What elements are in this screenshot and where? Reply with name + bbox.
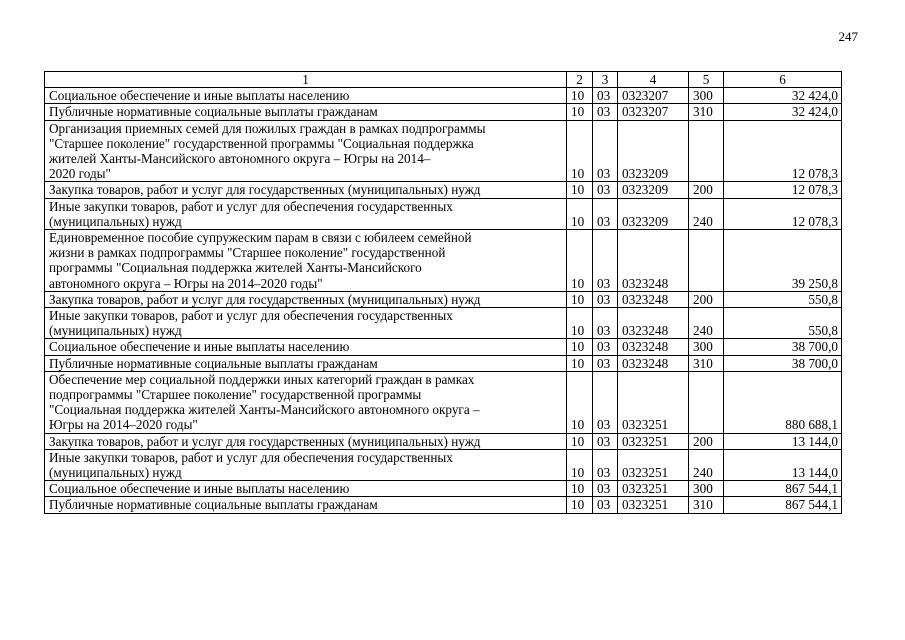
table-row (45, 230, 842, 292)
expense-type-code: 300 (689, 88, 724, 104)
table-row (45, 291, 842, 307)
row-name: Обеспечение мер социальной поддержки иных категорий граждан в рамках подпрограммы "Старшее поколение" государственной программы "Социальная поддержка жителей Ханты-Мансийского автономного округа – Югры на 2014–2020 годы" (45, 371, 567, 433)
target-article-code: 0323209 (618, 198, 689, 229)
table-row (45, 433, 842, 449)
target-article-code: 0323248 (618, 291, 689, 307)
amount: 12 078,3 (724, 198, 842, 229)
target-article-code: 0323209 (618, 120, 689, 182)
amount: 32 424,0 (724, 104, 842, 120)
row-name: Иные закупки товаров, работ и услуг для обеспечения государственных (муниципальных) нужд (45, 198, 567, 229)
table-row (45, 120, 842, 182)
table-row (45, 449, 842, 480)
table-row (45, 308, 842, 339)
table-row (45, 182, 842, 198)
table-row (45, 497, 842, 513)
subsection-code: 03 (593, 88, 618, 104)
row-name: Социальное обеспечение и иные выплаты населению (45, 339, 567, 355)
target-article-code: 0323248 (618, 230, 689, 292)
row-name: Социальное обеспечение и иные выплаты населению (45, 88, 567, 104)
table-row (45, 88, 842, 104)
table-body (45, 88, 842, 513)
row-name: Закупка товаров, работ и услуг для государственных (муниципальных) нужд (45, 291, 567, 307)
target-article-code: 0323251 (618, 371, 689, 433)
table-row (45, 355, 842, 371)
row-name: Организация приемных семей для пожилых граждан в рамках подпрограммы "Старшее поколение" государственной программы "Социальная поддержка жителей Ханты-Мансийского автономного округа – Югры на 2014– 2020 годы" (45, 120, 567, 182)
target-article-code: 0323251 (618, 449, 689, 480)
expense-type-code: 300 (689, 339, 724, 355)
column-number-header-row (45, 72, 842, 88)
section-code: 10 (567, 449, 593, 480)
column-header-subsection: 3 (593, 72, 618, 88)
section-code: 10 (567, 198, 593, 229)
expense-type-code: 310 (689, 355, 724, 371)
row-name: Закупка товаров, работ и услуг для государственных (муниципальных) нужд (45, 182, 567, 198)
target-article-code: 0323248 (618, 308, 689, 339)
expense-type-code (689, 371, 724, 433)
row-name: Иные закупки товаров, работ и услуг для обеспечения государственных (муниципальных) нужд (45, 449, 567, 480)
section-code: 10 (567, 339, 593, 355)
section-code: 10 (567, 481, 593, 497)
expense-type-code: 240 (689, 198, 724, 229)
table-row (45, 481, 842, 497)
target-article-code: 0323251 (618, 433, 689, 449)
section-code: 10 (567, 120, 593, 182)
amount: 32 424,0 (724, 88, 842, 104)
amount: 550,8 (724, 291, 842, 307)
expense-type-code: 200 (689, 182, 724, 198)
section-code: 10 (567, 497, 593, 513)
section-code: 10 (567, 371, 593, 433)
subsection-code: 03 (593, 355, 618, 371)
section-code: 10 (567, 88, 593, 104)
column-header-section: 2 (567, 72, 593, 88)
section-code: 10 (567, 182, 593, 198)
target-article-code: 0323248 (618, 339, 689, 355)
amount: 13 144,0 (724, 433, 842, 449)
subsection-code: 03 (593, 104, 618, 120)
row-name: Публичные нормативные социальные выплаты гражданам (45, 104, 567, 120)
section-code: 10 (567, 308, 593, 339)
table-row (45, 104, 842, 120)
target-article-code: 0323207 (618, 88, 689, 104)
amount: 867 544,1 (724, 481, 842, 497)
budget-table (44, 71, 842, 514)
amount: 880 688,1 (724, 371, 842, 433)
section-code: 10 (567, 291, 593, 307)
table-row (45, 198, 842, 229)
subsection-code: 03 (593, 120, 618, 182)
expense-type-code: 200 (689, 433, 724, 449)
column-header-expense-type: 5 (689, 72, 724, 88)
row-name: Иные закупки товаров, работ и услуг для обеспечения государственных (муниципальных) нужд (45, 308, 567, 339)
amount: 38 700,0 (724, 355, 842, 371)
subsection-code: 03 (593, 433, 618, 449)
row-name: Единовременное пособие супружеским парам в связи с юбилеем семейной жизни в рамках подпрограммы "Старшее поколение" государственной программы "Социальная поддержка жителей Ханты-Мансийского автономного округа – Югры на 2014–2020 годы" (45, 230, 567, 292)
subsection-code: 03 (593, 182, 618, 198)
subsection-code: 03 (593, 308, 618, 339)
page-number: 247 (838, 29, 858, 44)
row-name: Публичные нормативные социальные выплаты гражданам (45, 355, 567, 371)
expense-type-code (689, 230, 724, 292)
subsection-code: 03 (593, 371, 618, 433)
target-article-code: 0323251 (618, 481, 689, 497)
subsection-code: 03 (593, 291, 618, 307)
row-name: Закупка товаров, работ и услуг для государственных (муниципальных) нужд (45, 433, 567, 449)
target-article-code: 0323207 (618, 104, 689, 120)
subsection-code: 03 (593, 449, 618, 480)
amount: 13 144,0 (724, 449, 842, 480)
row-name: Социальное обеспечение и иные выплаты населению (45, 481, 567, 497)
column-header-target-article: 4 (618, 72, 689, 88)
amount: 12 078,3 (724, 182, 842, 198)
section-code: 10 (567, 230, 593, 292)
expense-type-code: 240 (689, 308, 724, 339)
column-header-name: 1 (45, 72, 567, 88)
table-row (45, 339, 842, 355)
expense-type-code (689, 120, 724, 182)
subsection-code: 03 (593, 230, 618, 292)
section-code: 10 (567, 104, 593, 120)
subsection-code: 03 (593, 497, 618, 513)
amount: 550,8 (724, 308, 842, 339)
amount: 39 250,8 (724, 230, 842, 292)
expense-type-code: 300 (689, 481, 724, 497)
column-header-amount: 6 (724, 72, 842, 88)
target-article-code: 0323251 (618, 497, 689, 513)
expense-type-code: 310 (689, 497, 724, 513)
amount: 12 078,3 (724, 120, 842, 182)
row-name: Публичные нормативные социальные выплаты гражданам (45, 497, 567, 513)
expense-type-code: 240 (689, 449, 724, 480)
expense-type-code: 200 (689, 291, 724, 307)
amount: 867 544,1 (724, 497, 842, 513)
subsection-code: 03 (593, 481, 618, 497)
subsection-code: 03 (593, 198, 618, 229)
target-article-code: 0323248 (618, 355, 689, 371)
expense-type-code: 310 (689, 104, 724, 120)
section-code: 10 (567, 433, 593, 449)
target-article-code: 0323209 (618, 182, 689, 198)
section-code: 10 (567, 355, 593, 371)
subsection-code: 03 (593, 339, 618, 355)
table-row (45, 371, 842, 433)
amount: 38 700,0 (724, 339, 842, 355)
